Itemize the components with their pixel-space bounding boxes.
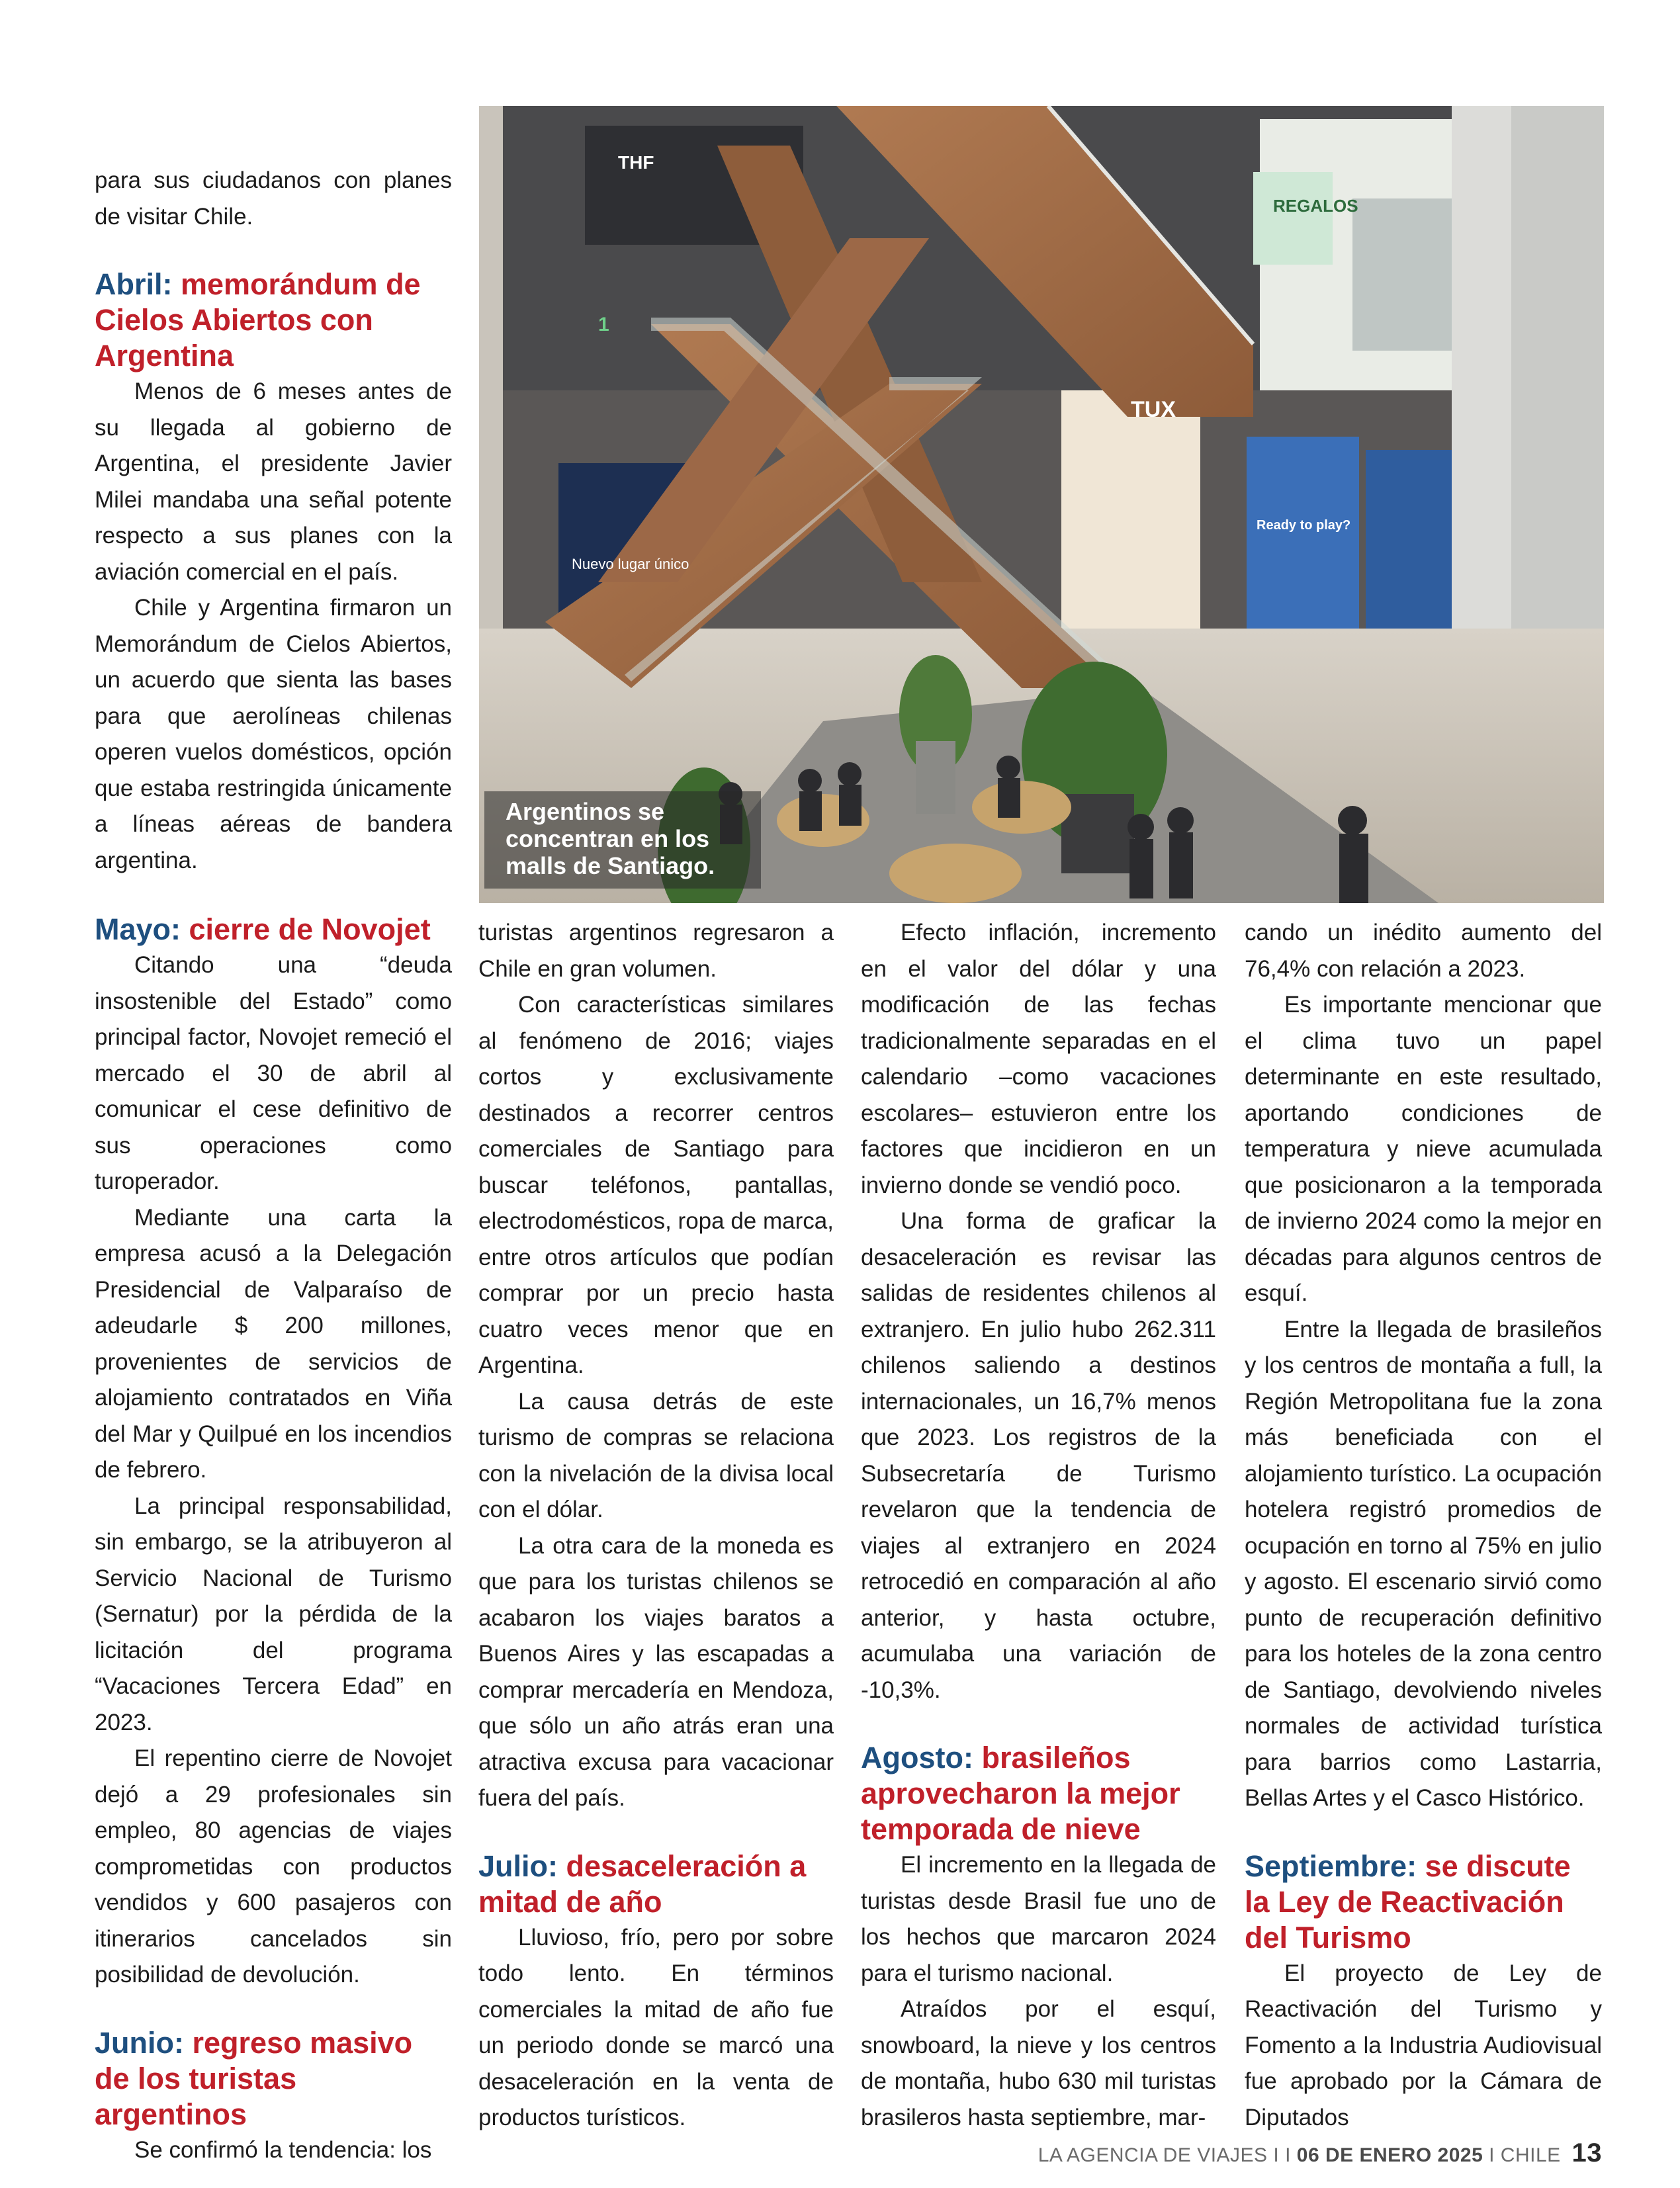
section-heading-agosto xyxy=(861,1740,1216,1847)
section-heading-abril xyxy=(95,267,452,374)
paragraph: La otra cara de la moneda es que para los turistas chilenos se acabaron los viajes baratos a Buenos Aires y las escapadas a comprar mercadería en Mendoza, que sólo un año atrás eran una atractiva excusa para vacacionar fuera del país. xyxy=(478,1532,834,1811)
paragraph: Atraídos por el esquí, snowboard, la nieve y los centros de montaña, hubo 630 mil turistas brasileros hasta septiembre, mar- xyxy=(861,1996,1216,2130)
footer-separator: I xyxy=(1489,2144,1495,2166)
section-heading-mayo xyxy=(95,912,452,947)
paragraph: El proyecto de Ley de Reactivación del Turismo y Fomento a la Industria Audiovisual fue aprobado por la Cámara de Diputados xyxy=(1245,1960,1602,2130)
heading-title: cierre de Novojet xyxy=(189,912,431,946)
column-4 xyxy=(1245,915,1602,2136)
heading-title: se discute la Ley de Reactivación del Turismo xyxy=(1245,1849,1571,1954)
column-2 xyxy=(478,915,834,2136)
paragraph: turistas argentinos regresaron a Chile en gran volumen. xyxy=(478,920,834,982)
paragraph: El incremento en la llegada de turistas desde Brasil fue uno de los hechos que marcaron 2024 para el turismo nacional. xyxy=(861,1852,1216,1986)
heading-month: Mayo: xyxy=(95,912,181,946)
footer-publication: LA AGENCIA DE VIAJES xyxy=(1038,2144,1268,2166)
paragraph: Menos de 6 meses antes de su llegada al gobierno de Argentina, el presidente Javier Milei mandaba una señal potente respecto a sus planes con la aviación comercial en el país. xyxy=(95,378,452,585)
heading-title: memorándum de Cielos Abiertos con Argentina xyxy=(95,267,421,372)
sign-tux: TUX xyxy=(1131,397,1176,422)
heading-month: Septiembre: xyxy=(1245,1849,1417,1883)
paragraph: La causa detrás de este turismo de compras se relaciona con la nivelación de la divisa local con el dólar. xyxy=(478,1388,834,1522)
sign-level-one: 1 xyxy=(598,314,609,335)
paragraph: Entre la llegada de brasileños y los centros de montaña a full, la Región Metropolitana fue la zona más beneficiada con el alojamiento turístico. La ocupación hotelera registró promedios de ocupación en torno al 75% en julio y agosto. El escenario sirvió como punto de recuperación definitivo para los hoteles de la zona centro de Santiago, devolviendo niveles normales de actividad turística para barrios como Lastarria, Bellas Artes y el Casco Histórico. xyxy=(1245,1316,1602,1811)
footer-date: 06 DE ENERO 2025 xyxy=(1296,2144,1483,2166)
paragraph: cando un inédito aumento del 76,4% con relación a 2023. xyxy=(1245,920,1602,982)
sign-regalos: REGALOS xyxy=(1273,196,1358,216)
paragraph: La principal responsabilidad, sin embargo, se la atribuyeron al Servicio Nacional de Turismo (Sernatur) por la pérdida de la licitación del programa “Vacaciones Tercera Edad” en 2023. xyxy=(95,1493,452,1735)
paragraph: Se confirmó la tendencia: los xyxy=(134,2136,432,2163)
page-footer xyxy=(1038,2138,1602,2168)
heading-month: Abril: xyxy=(95,267,173,301)
column-1 xyxy=(95,0,452,2168)
paragraph: Una forma de graficar la desaceleración es revisar las salidas de residentes chilenos al extranjero. En julio hubo 262.311 chilenos saliendo a destinos internacionales, un 16,7% menos que 2023. Los registros de la Subsecretaría de Turismo revelaron que la tendencia de viajes al extranjero en 2024 retrocedió en comparación al año anterior, y hasta octubre, acumulaba una variación de -10,3%. xyxy=(861,1208,1216,1703)
photo-caption: Argentinos se concentran en los malls de Santiago. xyxy=(484,791,761,889)
column-3 xyxy=(861,915,1216,2136)
heading-title: brasileños aprovecharon la mejor temporada de nieve xyxy=(861,1741,1180,1846)
heading-month: Agosto: xyxy=(861,1741,973,1774)
paragraph: para sus ciudadanos con planes de visitar Chile. xyxy=(95,167,452,230)
page-number: 13 xyxy=(1571,2138,1602,2167)
paragraph: El repentino cierre de Novojet dejó a 29 profesionales sin empleo, 80 agencias de viajes comprometidas con productos vendidos y 600 pasajeros con itinerarios cancelados sin posibilidad de devolución. xyxy=(95,1745,452,1988)
paragraph: Es importante mencionar que el clima tuvo un papel determinante en este resultado, aportando condiciones de temperatura y nieve acumulada que posicionaron a la temporada de invierno 2024 como la mejor en décadas para algunos centros de esquí. xyxy=(1245,992,1602,1306)
sign-nuevo-lugar: Nuevo lugar único xyxy=(572,556,689,572)
paragraph: Lluvioso, frío, pero por sobre todo lento. En términos comerciales la mitad de año fue un periodo donde se marcó una desaceleración en la venta de productos turísticos. xyxy=(478,1924,834,2130)
footer-separator: I xyxy=(1285,2144,1291,2166)
section-heading-septiembre xyxy=(1245,1849,1602,1956)
section-heading-julio xyxy=(478,1849,834,1920)
section-heading-junio xyxy=(95,2025,452,2132)
paragraph: Mediante una carta la empresa acusó a la Delegación Presidencial de Valparaíso de adeudarle $ 200 millones, provenientes de servicios de alojamiento contratados en Viña del Mar y Quilpué en los incendios de febrero. xyxy=(95,1204,452,1483)
heading-month: Julio: xyxy=(478,1849,558,1883)
mall-photo xyxy=(479,106,1604,903)
paragraph: Chile y Argentina firmaron un Memorándum de Cielos Abiertos, un acuerdo que sienta las bases para que aerolíneas chilenas operen vuelos domésticos, opción que estaba restringida únicamente a líneas aéreas de bandera argentina. xyxy=(95,595,452,873)
heading-title: desaceleración a mitad de año xyxy=(478,1849,807,1919)
paragraph: Citando una “deuda insostenible del Estado” como principal factor, Novojet remeció el mercado el 30 de abril al comunicar el cese definitivo de sus operaciones como turoperador. xyxy=(95,952,452,1194)
footer-separator: I xyxy=(1273,2144,1280,2166)
heading-title: regreso masivo de los turistas argentinos xyxy=(95,2025,413,2131)
sign-thf: THF xyxy=(618,152,654,173)
sign-ready-to-play: Ready to play? xyxy=(1257,518,1351,533)
paragraph: Con características similares al fenómeno de 2016; viajes cortos y exclusivamente destinados a recorrer centros comerciales de Santiago para buscar teléfonos, pantallas, electrodomésticos, ropa de marca, entre otros artículos que podían comprar por un precio hasta cuatro veces menor que en Argentina. xyxy=(478,992,834,1378)
footer-country: CHILE xyxy=(1500,2144,1561,2166)
heading-month: Junio: xyxy=(95,2025,184,2060)
mall-escalators-illustration xyxy=(479,106,1604,903)
paragraph: Efecto inflación, incremento en el valor del dólar y una modificación de las fechas tradicionalmente separadas en el calendario –como vacaciones escolares– estuvieron entre los factores que incidieron en un invierno donde se vendió poco. xyxy=(861,920,1216,1198)
